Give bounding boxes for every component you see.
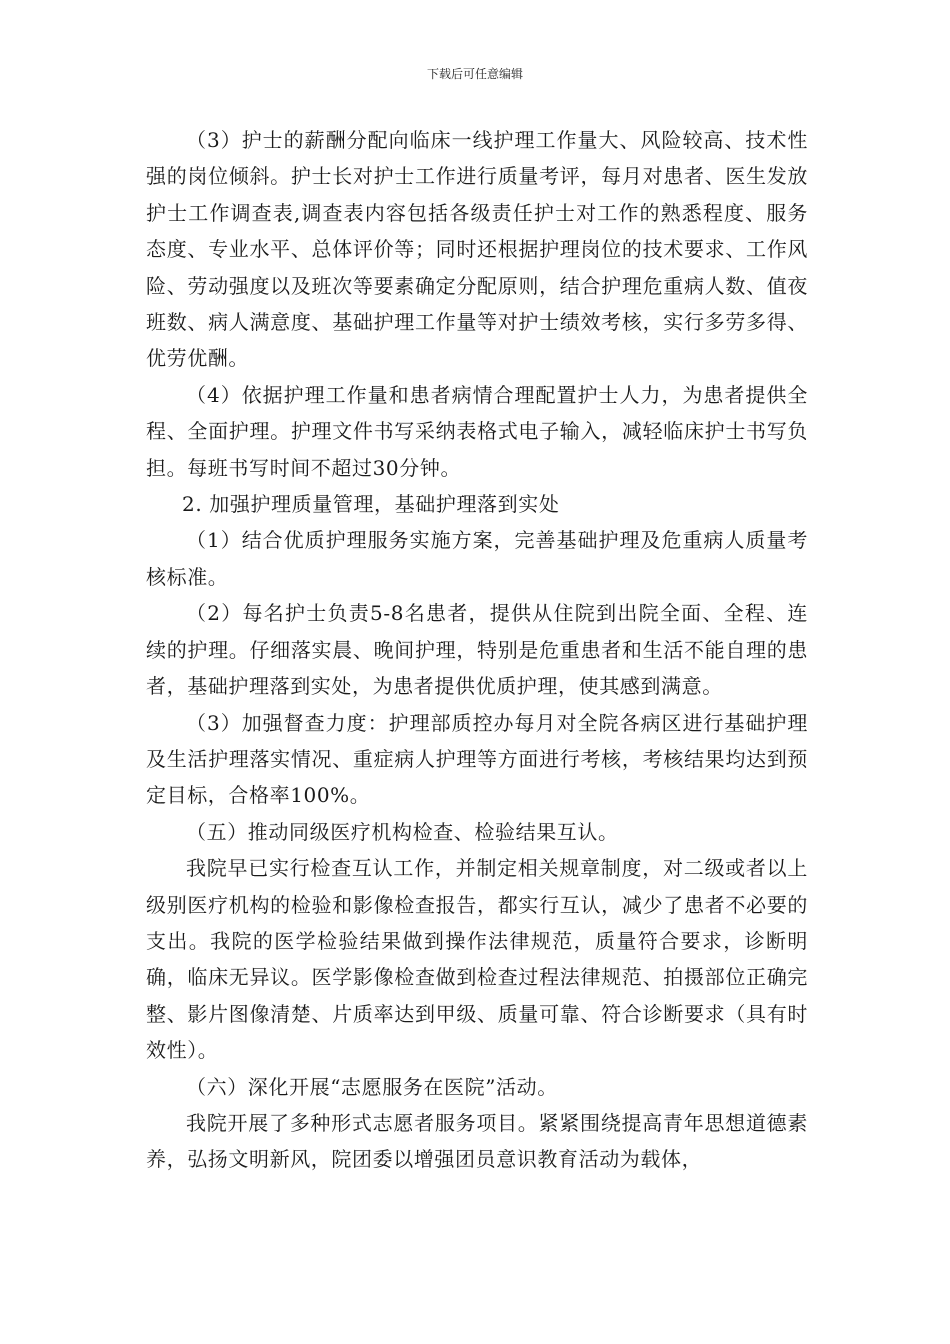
paragraph-salary-distribution: （3）护士的薪酬分配向临床一线护理工作量大、风险较高、技术性强的岗位倾斜。护士长对护士工作进行质量考评，每月对患者、医生发放护士工作调查表,调查表内容包括各级责任护士对工作的熟悉程度、服务态度、专业水平、总体评价等；同时还根据护理岗位的技术要求、工作风险、劳动强度以及班次等要素确定分配原则，结合护理危重病人数、值夜班数、病人满意度、基础护理工作量等对护士绩效考核，实行多劳多得、优劳优酬。 [146, 128, 808, 371]
section-heading-volunteer: （六）深化开展“志愿服务在医院”活动。 [186, 1074, 558, 1099]
page-header: 下载后可任意编辑 [426, 67, 523, 81]
section-heading-quality-management: 2. 加强护理质量管理，基础护理落到实处 [182, 492, 560, 517]
paragraph-assessment-standards: （1）结合优质护理服务实施方案，完善基础护理及危重病人质量考核标准。 [146, 528, 808, 589]
document-body [146, 122, 808, 1178]
paragraph-volunteer: 我院开展了多种形式志愿者服务项目。紧紧围绕提高青年思想道德素养，弘扬文明新风，院团委以增强团员意识教育活动为载体， [146, 1110, 808, 1172]
paragraph-nurse-patient-ratio: （2）每名护士负责5-8名患者，提供从住院到出院全面、全程、连续的护理。仔细落实晨、晚间护理，特别是危重患者和生活不能自理的患者，基础护理落到实处，为患者提供优质护理，使其感到满意。 [146, 601, 808, 699]
paragraph-staffing: （4）依据护理工作量和患者病情合理配置护士人力，为患者提供全程、全面护理。护理文件书写采纳表格式电子输入，减轻临床护士书写负担。每班书写时间不超过30分钟。 [146, 382, 808, 480]
paragraph-mutual-recognition: 我院早已实行检查互认工作，并制定相关规章制度，对二级或者以上级别医疗机构的检验和影像检查报告，都实行互认，减少了患者不必要的支出。我院的医学检验结果做到操作法律规范，质量符合要求，诊断明确，临床无异议。医学影像检查做到检查过程法律规范、拍摄部位正确完整、影片图像清楚、片质率达到甲级、质量可靠、符合诊断要求（具有时效性）。 [146, 856, 808, 1063]
section-heading-mutual-recognition: （五）推动同级医疗机构检查、检验结果互认。 [186, 819, 619, 844]
paragraph-supervision: （3）加强督查力度：护理部质控办每月对全院各病区进行基础护理及生活护理落实情况、重症病人护理等方面进行考核，考核结果均达到预定目标，合格率100%。 [146, 710, 808, 808]
